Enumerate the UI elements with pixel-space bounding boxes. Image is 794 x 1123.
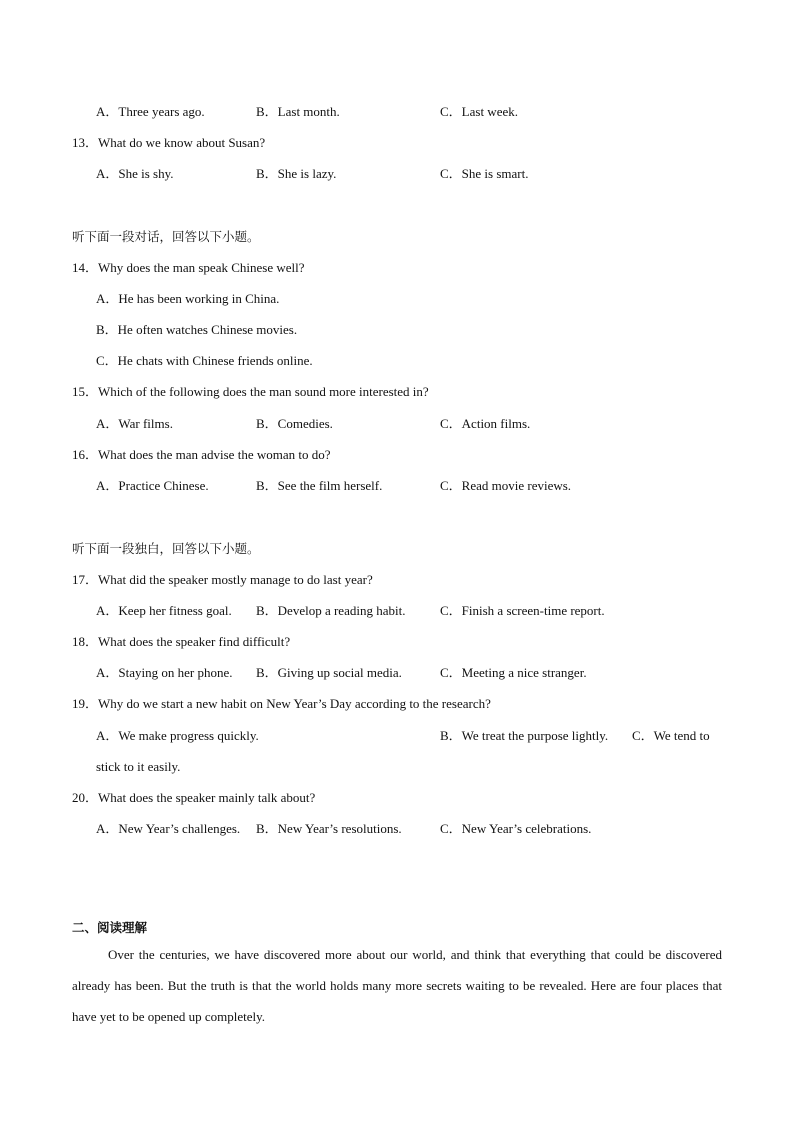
q15-option-c: C．Action films.: [440, 416, 531, 431]
q17-option-b: B．Develop a reading habit.: [256, 603, 406, 618]
q12-option-b: B．Last month.: [256, 104, 340, 119]
q20-option-b: B．New Year’s resolutions.: [256, 821, 402, 836]
q16-question: 16．What does the man advise the woman to do?: [72, 447, 331, 462]
q13-option-c: C．She is smart.: [440, 166, 529, 181]
q14-option-c: C．He chats with Chinese friends online.: [96, 353, 313, 368]
reading-intro-text: Over the centuries, we have discovered more about our world, and think that everything that could be discovered already has been. But the truth is that the world holds many more secrets waiting to be revealed. Here are four places that have yet to be opened up completely.: [72, 947, 722, 1024]
q19-option-c-continued: stick to it easily.: [96, 759, 181, 774]
q16-option-a: A．Practice Chinese.: [96, 478, 209, 493]
q13-option-a: A．She is shy.: [96, 166, 174, 181]
section-instruction-monologue: 听下面一段独白，回答以下小题。: [72, 541, 260, 556]
q18-option-c: C．Meeting a nice stranger.: [440, 665, 587, 680]
q19-question: 19．Why do we start a new habit on New Year’s Day according to the research?: [72, 696, 491, 711]
q14-option-a: A．He has been working in China.: [96, 291, 280, 306]
q19-option-c: C．We tend to: [632, 728, 710, 743]
q14-option-b: B．He often watches Chinese movies.: [96, 322, 298, 337]
q20-question: 20．What does the speaker mainly talk about?: [72, 790, 316, 805]
q13-option-b: B．She is lazy.: [256, 166, 337, 181]
q20-option-c: C．New Year’s celebrations.: [440, 821, 592, 836]
reading-section-heading: 二、阅读理解: [72, 920, 148, 935]
q17-option-c: C．Finish a screen-time report.: [440, 603, 605, 618]
q17-option-a: A．Keep her fitness goal.: [96, 603, 232, 618]
q15-option-b: B．Comedies.: [256, 416, 333, 431]
section-instruction-dialogue: 听下面一段对话，回答以下小题。: [72, 229, 260, 244]
q19-option-a: A．We make progress quickly.: [96, 728, 259, 743]
q20-option-a: A．New Year’s challenges.: [96, 821, 241, 836]
q16-option-c: C．Read movie reviews.: [440, 478, 572, 493]
q15-question: 15．Which of the following does the man sound more interested in?: [72, 384, 429, 399]
q13-question: 13．What do we know about Susan?: [72, 135, 266, 150]
q19-option-b: B．We treat the purpose lightly.: [440, 728, 609, 743]
q18-question: 18．What does the speaker find difficult?: [72, 634, 291, 649]
q12-option-c: C．Last week.: [440, 104, 518, 119]
q18-option-a: A．Staying on her phone.: [96, 665, 233, 680]
q17-question: 17．What did the speaker mostly manage to do last year?: [72, 572, 373, 587]
reading-intro-paragraph: [72, 939, 722, 1032]
q18-option-b: B．Giving up social media.: [256, 665, 402, 680]
q15-option-a: A．War films.: [96, 416, 173, 431]
q16-option-b: B．See the film herself.: [256, 478, 383, 493]
q12-option-a: A．Three years ago.: [96, 104, 205, 119]
q14-question: 14．Why does the man speak Chinese well?: [72, 260, 305, 275]
